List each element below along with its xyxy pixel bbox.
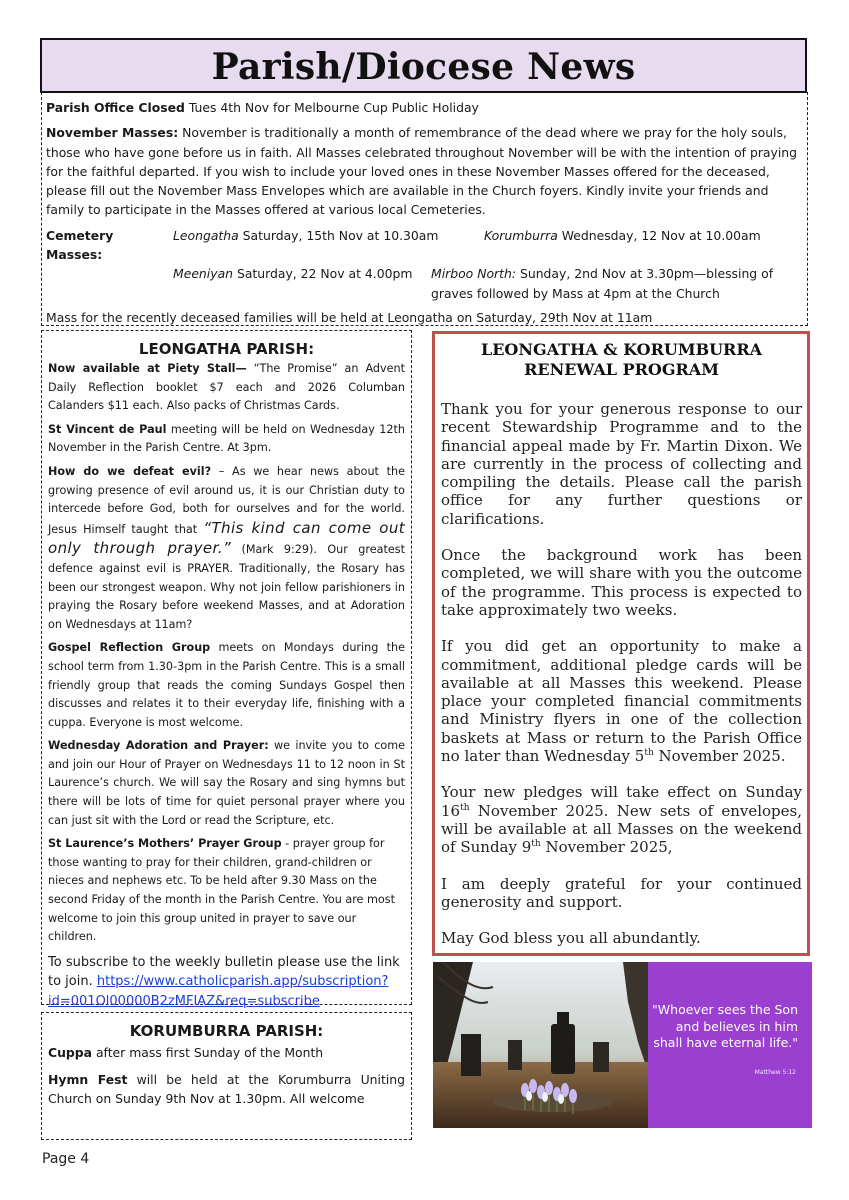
- quote-overlay: [648, 962, 812, 1128]
- renewal-heading: LEONGATHA & KORUMBURRA RENEWAL PROGRAM: [480, 340, 763, 379]
- mothers-prayer-notice: St Laurence’s Mothers’ Prayer Group - prayer group for those wanting to pray for their children, grand-children or nieces and nephews etc. To be held after 9.30 Mass on the second Friday of the month in the Parish Centre. You are most welcome to join this group united in prayer to save our children.: [48, 837, 395, 944]
- renewal-paragraph: Your new pledges will take effect on Sunday 16th November 2025. New sets of envelopes, will be available at all Masses on the weekend of Sunday 9th November 2025,: [441, 783, 802, 857]
- image-quote: "Whoever sees the Son and believes in him shall have eternal life.": [652, 1002, 798, 1050]
- recently-deceased-notice: Mass for the recently deceased families will be held at Leongatha on Saturday, 29th Nov at 11am: [46, 309, 653, 325]
- title-banner: [40, 38, 807, 93]
- renewal-paragraph: May God bless you all abundantly.: [441, 929, 701, 948]
- cuppa-notice: Cuppa after mass first Sunday of the Month: [48, 1045, 324, 1060]
- page-number: Page 4: [42, 1151, 90, 1167]
- office-closed-notice: Parish Office Closed Tues 4th Nov for Melbourne Cup Public Holiday: [46, 100, 479, 115]
- renewal-paragraph: Once the background work has been completed, we will share with you the outcome of the programme. This process is expected to take approximately two weeks.: [441, 546, 802, 619]
- subscribe-notice: To subscribe to the weekly bulletin please use the link to join. https://www.catholicparish.app/subscription?id=001Ol00000B2zMFIAZ&req=subscribe: [48, 954, 400, 1009]
- defeat-evil-notice: How do we defeat evil? – As we hear news about the growing presence of evil around us, it is our Christian duty to intercede before God, both for ourselves and for the world. Jesus Himself taught that “This kind can come out only through prayer.” (Mark 9:29). Our greatest defence against evil is PRAYER. Traditionally, the Rosary has been our strongest weapon. Why not join fellow parishioners in praying the Rosary before weekend Masses, and at Adoration on Wednesdays at 11am?: [48, 464, 406, 631]
- november-masses-notice: November Masses: November is traditionally a month of remembrance of the dead where we pray for the holy souls, those who have gone before us in faith. All Masses celebrated throughout November will be with the intention of praying for the faithful departed. If you wish to include your loved ones in these November Masses offered for the deceased, please fill out the November Mass Envelopes which are available in the Church foyers. Kindly invite your friends and family to participate in the Masses offered at various local Cemeteries.: [46, 125, 798, 218]
- cemetery-photo: [433, 962, 812, 1128]
- renewal-paragraph: Thank you for your generous response to our recent Stewardship Programme and to the financial appeal made by Fr. Martin Dixon. We are currently in the process of collecting and compiling the details. Please call the parish office for any further questions or clarifications.: [441, 400, 802, 528]
- cemetery-item-continuation: graves followed by Mass at 4pm at the Church: [431, 285, 720, 301]
- renewal-program-box: [432, 331, 810, 956]
- cemetery-label: Cemetery Masses:: [46, 227, 114, 263]
- piety-stall-notice: Now available at Piety Stall— “The Promise” an Advent Daily Reflection booklet $7 each and 2026 Columban Calanders $11 each. Also packs of Christmas Cards.: [48, 362, 405, 413]
- subscribe-link[interactable]: https://www.catholicparish.app/subscription?id=001Ol00000B2zMFIAZ&req=subscribe: [48, 974, 389, 1009]
- adoration-notice: Wednesday Adoration and Prayer: we invite you to come and join our Hour of Prayer on Wednesdays 11 to 12 noon in St Laurence’s church. We will say the Rosary and sing hymns but there will be lots of time for quiet personal prayer where you can just sit with the Lord or read the Scripture, etc.: [48, 739, 406, 827]
- hymn-fest-notice: Hymn Fest will be held at the Korumburra Uniting Church on Sunday 9th Nov at 1.30pm. All welcome: [48, 1071, 405, 1106]
- parish-news-box: [41, 92, 808, 326]
- renewal-paragraph: I am deeply grateful for your continued generosity and support.: [441, 874, 802, 911]
- korumburra-parish-box: [41, 1012, 412, 1140]
- korumburra-heading: KORUMBURRA PARISH:: [129, 1022, 324, 1040]
- leongatha-heading: LEONGATHA PARISH:: [138, 340, 315, 358]
- cemetery-item: Meeniyan Saturday, 22 Nov at 4.00pm: [173, 266, 413, 282]
- scripture-quote: “This kind can come out only through prayer.”: [48, 518, 406, 558]
- cemetery-item: Mirboo North: Sunday, 2nd Nov at 3.30pm—blessing of: [431, 266, 774, 282]
- cemetery-scene-illustration: [433, 962, 648, 1128]
- svdp-notice: St Vincent de Paul meeting will be held on Wednesday 12th November in the Parish Centre. At 3pm.: [48, 422, 405, 455]
- leongatha-parish-box: [41, 330, 412, 1009]
- page-title: Parish/Diocese News: [211, 46, 636, 88]
- gospel-group-notice: Gospel Reflection Group meets on Mondays during the school term from 1.30-3pm in the Parish Centre. This is a small friendly group that reads the coming Sundays Gospel then discusses and relates it to their everyday life, finishing with a cuppa. Everyone is most welcome.: [48, 641, 405, 729]
- cemetery-item: Leongatha Saturday, 15th Nov at 10.30am: [173, 227, 439, 243]
- cemetery-masses: [46, 226, 801, 303]
- image-quote-reference: Matthew 5:12: [754, 1069, 796, 1076]
- cemetery-item: Korumburra Wednesday, 12 Nov at 10.00am: [484, 227, 761, 243]
- renewal-paragraph: If you did get an opportunity to make a commitment, additional pledge cards will be available at all Masses this weekend. Please place your completed financial commitments and Ministry flyers in one of the collection baskets at Mass or return to the Parish Office no later than Wednesday 5th November 2025.: [441, 637, 802, 766]
